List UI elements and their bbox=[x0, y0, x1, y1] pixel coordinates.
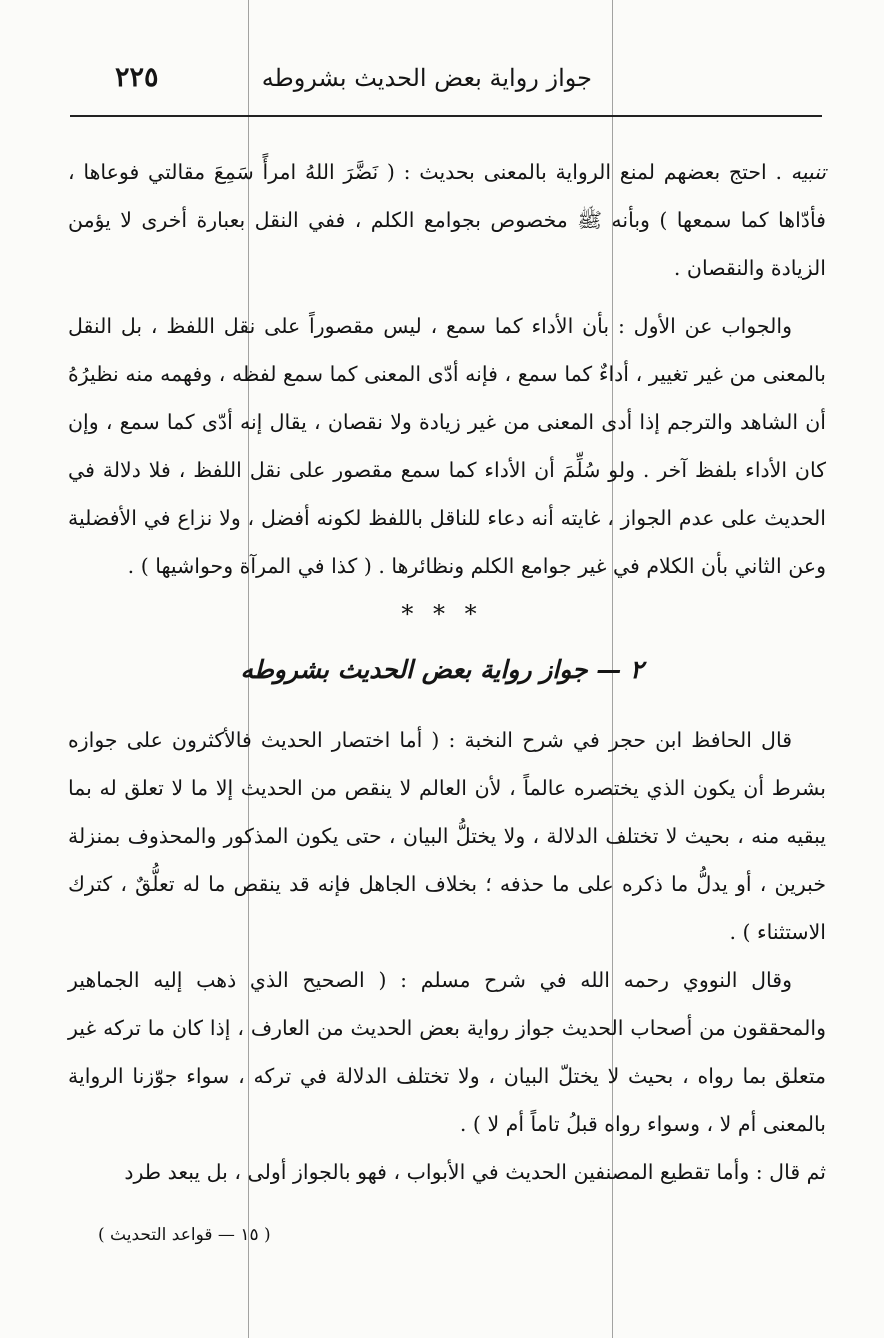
paragraph-then: ثم قال : وأما تقطيع المصنفين الحديث في الأبواب ، فهو بالجواز أولى ، بل يبعد طرد bbox=[124, 1160, 826, 1184]
section-separator: * * * bbox=[401, 600, 483, 628]
note-text: . احتج بعضهم لمنع الرواية بالمعنى بحديث : ( نَضَّرَ اللهُ امرأً سَمِعَ مقالتي فوعاها ، فأدّاها كما سمعها ) وبأنه ﷺ مخصوص بجوامع الكلم ، ففي النقل بعبارة أخرى لا يؤمن الزيادة والنقصان . bbox=[68, 160, 826, 280]
note-block bbox=[68, 148, 826, 292]
answer-block bbox=[68, 302, 826, 590]
page-number: ٢٢٥ bbox=[115, 62, 159, 93]
running-head: جواز رواية بعض الحديث بشروطه bbox=[261, 64, 592, 92]
footer-signature: ( ١٥ — قواعد التحديث ) bbox=[98, 1225, 271, 1245]
answer-paragraph: والجواب عن الأول : بأن الأداء كما سمع ، ليس مقصوراً على نقل اللفظ ، بل النقل بالمعنى من غير تغيير ، أداءٌ كما سمع ، فإنه أدّى المعنى كما سمع لفظه ، وفهمه منه نظيرُهُ أن الشاهد والترجم إذا أدى المعنى من غير زيادة ولا نقصان ، يقال إنه أدّى كما سمع ، وإن كان الأداء بلفظ آخر . ولو سُلِّمَ أن الأداء كما سمع مقصور على نقل اللفظ ، فلا دلالة في الحديث على عدم الجواز ، غايته أنه دعاء للناقل باللفظ لكونه أفضل ، ولا نزاع في الأفضلية وعن الثاني بأن الكلام في غير جوامع الكلم ونظائرها . ( كذا في المرآة وحواشيها ) . bbox=[68, 314, 826, 578]
paragraph-hafiz: قال الحافظ ابن حجر في شرح النخبة : ( أما اختصار الحديث فالأكثرون على جوازه بشرط أن يكون الذي يختصره عالماً ، لأن العالم لا ينقص من الحديث إلا ما لا تعلق له بما يبقيه منه ، بحيث لا تختلف الدلالة ، ولا يختلُّ البيان ، حتى يكون المذكور والمحذوف بمنزلة خبرين ، أو يدلُّ ما ذكره على ما حذفه ؛ بخلاف الجاهل فإنه قد ينقص ما له تعلُّقٌ ، كترك الاستثناء ) . bbox=[68, 728, 826, 944]
section-body bbox=[68, 716, 826, 1196]
note-label: تنبيه bbox=[790, 160, 826, 184]
header-rule bbox=[70, 115, 822, 117]
section-title: ٢ — جواز رواية بعض الحديث بشروطه bbox=[240, 655, 644, 684]
page-header bbox=[70, 62, 822, 112]
paragraph-nawawi: وقال النووي رحمه الله في شرح مسلم : ( الصحيح الذي ذهب إليه الجماهير والمحققون من أصحاب الحديث جواز رواية بعض الحديث من العارف ، إذا كان ما تركه غير متعلق بما رواه ، بحيث لا يختلّ البيان ، ولا تختلف الدلالة في تركه ، سواء جوّزنا الرواية بالمعنى أم لا ، وسواء رواه قبلُ تاماً أم لا ) . bbox=[68, 968, 826, 1136]
note-paragraph bbox=[68, 148, 826, 292]
